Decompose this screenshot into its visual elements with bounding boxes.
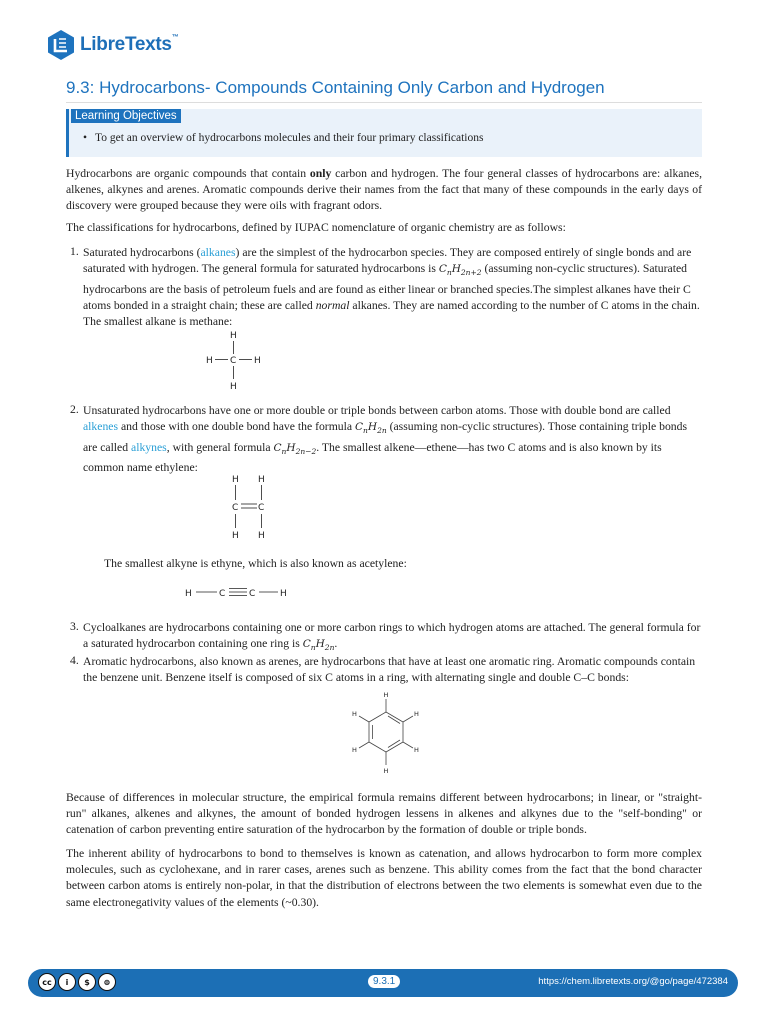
list-number: 3. xyxy=(70,620,79,633)
learning-objective-item: • To get an overview of hydrocarbons molecules and their four primary classifications xyxy=(95,132,483,144)
svg-text:H: H xyxy=(414,710,419,718)
methane-structure xyxy=(200,330,270,395)
list-number: 4. xyxy=(70,654,79,667)
logo-text: LibreTexts™ xyxy=(80,34,179,55)
svg-text:C: C xyxy=(232,503,239,513)
libretexts-logo-icon xyxy=(46,29,76,61)
cc-icon: cc xyxy=(38,973,56,991)
svg-text:H: H xyxy=(232,475,239,485)
cycloalkane-formula: $C_nH_{2n}$ xyxy=(302,638,335,653)
svg-text:H: H xyxy=(352,746,357,754)
catenation-paragraph: The inherent ability of hydrocarbons to bond to themselves is known as catenation, and allows hydrocarbon to form more complex molecules, such as cyclohexane, and in rarer cases, arenes such as benzene. This ability comes from the fact that the bond character between carbon atoms is entirely non-polar, in that the distribution of electrons between the two elements is somewhat even due to the same electronegativity values of the elements (~0.30). xyxy=(66,847,702,909)
svg-text:H: H xyxy=(185,589,192,599)
page-title: 9.3: Hydrocarbons- Compounds Containing Only Carbon and Hydrogen xyxy=(66,78,702,103)
alkynes-link[interactable]: alkynes xyxy=(131,440,167,454)
footer-bar xyxy=(28,969,738,997)
list-number: 1. xyxy=(70,245,79,258)
svg-text:H: H xyxy=(258,531,265,541)
cc-license-badge[interactable] xyxy=(38,973,116,991)
alkane-formula: $C_nH_{2n+2}$ xyxy=(438,263,482,278)
svg-text:C: C xyxy=(219,589,226,599)
svg-text:H: H xyxy=(383,691,389,699)
list-item-unsaturated: Unsaturated hydrocarbons have one or more double or triple bonds between carbon atoms. Those with double bond are called alkenes and those with one double bond have the formula $C_nH_{2n}$ (assuming non-cyclic structures). Those containing triple bonds are called alkynes, with general formula $C_nH_{2n-2}$. The smallest alkene—ethene—has two C atoms and is also known by its common name ethylene: xyxy=(83,404,688,474)
alkyne-sentence: The smallest alkyne is ethyne, which is also known as acetylene: xyxy=(104,557,407,570)
list-item-alkanes: Saturated hydrocarbons (alkanes) are the simplest of the hydrocarbon species. They are composed entirely of single bonds and are saturated with hydrogen. The general formula for saturated hydrocarbons is $C_nH_{2n+2}$ (assuming non-cyclic structures). Saturated hydrocarbons are the basis of petroleum fuels and are found as either linear or branched species.The simplest alkanes have their C atoms bonded in a straight chain; these are called normal alkanes. They are named according to the number of C atoms in the chain. The smallest alkane is methane: xyxy=(83,246,700,328)
classification-intro: The classifications for hydrocarbons, defined by IUPAC nomenclature of organic chemistry are as follows: xyxy=(66,221,566,234)
svg-text:H: H xyxy=(230,382,237,392)
svg-text:H: H xyxy=(280,589,287,599)
alkanes-link[interactable]: alkanes xyxy=(200,246,236,259)
svg-text:H: H xyxy=(206,356,213,366)
svg-text:H: H xyxy=(414,746,419,754)
page-number: 9.3.1 xyxy=(368,975,400,988)
svg-text:C: C xyxy=(258,503,265,513)
ethylene-structure xyxy=(225,472,275,545)
learning-objectives-box xyxy=(66,109,702,157)
by-attribution-icon: i xyxy=(58,973,76,991)
alkene-formula: $C_nH_{2n}$ xyxy=(355,421,387,436)
sharealike-icon: ⊜ xyxy=(98,973,116,991)
list-item-cycloalkanes: Cycloalkanes are hydrocarbons containing one or more carbon rings to which hydrogen atoms are attached. The general formula for a saturated hydrocarbon containing one ring is $C_nH_{2n}$. xyxy=(83,621,701,653)
svg-text:H: H xyxy=(230,331,237,341)
acetylene-structure xyxy=(183,583,293,604)
benzene-structure xyxy=(348,690,424,779)
molecular-structure-paragraph: Because of differences in molecular structure, the empirical formula remains different between hydrocarbons; in linear, or "straight-run" alkanes, alkenes and alkynes, the amount of bonded hydrogen lessens in alkenes and alkynes due to the "self-bonding" or catenation of carbon preventing entire saturation of the hydrocarbon by the formation of double or triple bonds. xyxy=(66,791,702,837)
learning-objectives-label: Learning Objectives xyxy=(71,109,181,123)
svg-text:C: C xyxy=(249,589,256,599)
page-url-link[interactable]: https://chem.libretexts.org/@go/page/472384 xyxy=(538,976,728,987)
svg-text:H: H xyxy=(254,356,261,366)
list-number: 2. xyxy=(70,403,79,416)
intro-paragraph: Hydrocarbons are organic compounds that contain only carbon and hydrogen. The four general classes of hydrocarbons are: alkanes, alkenes, alkynes and arenes. Aromatic compounds derive their names from the fact that many of these compounds in the early days of discovery were grouped because they were oils with fragrant odors. xyxy=(66,167,702,213)
noncommercial-icon: $ xyxy=(78,973,96,991)
svg-text:H: H xyxy=(383,767,389,775)
svg-text:C: C xyxy=(230,356,237,366)
alkyne-formula: $C_nH_{2n-2}$ xyxy=(273,441,317,456)
svg-text:H: H xyxy=(258,475,265,485)
svg-text:H: H xyxy=(352,710,357,718)
svg-text:H: H xyxy=(232,531,239,541)
libretexts-logo[interactable] xyxy=(46,28,178,62)
alkenes-link[interactable]: alkenes xyxy=(83,420,119,434)
list-item-aromatic: Aromatic hydrocarbons, also known as arenes, are hydrocarbons that have at least one aromatic ring. Aromatic compounds contain the benzene unit. Benzene itself is composed of six C atoms in a ring, with alternating single and double C–C bonds: xyxy=(83,655,696,685)
